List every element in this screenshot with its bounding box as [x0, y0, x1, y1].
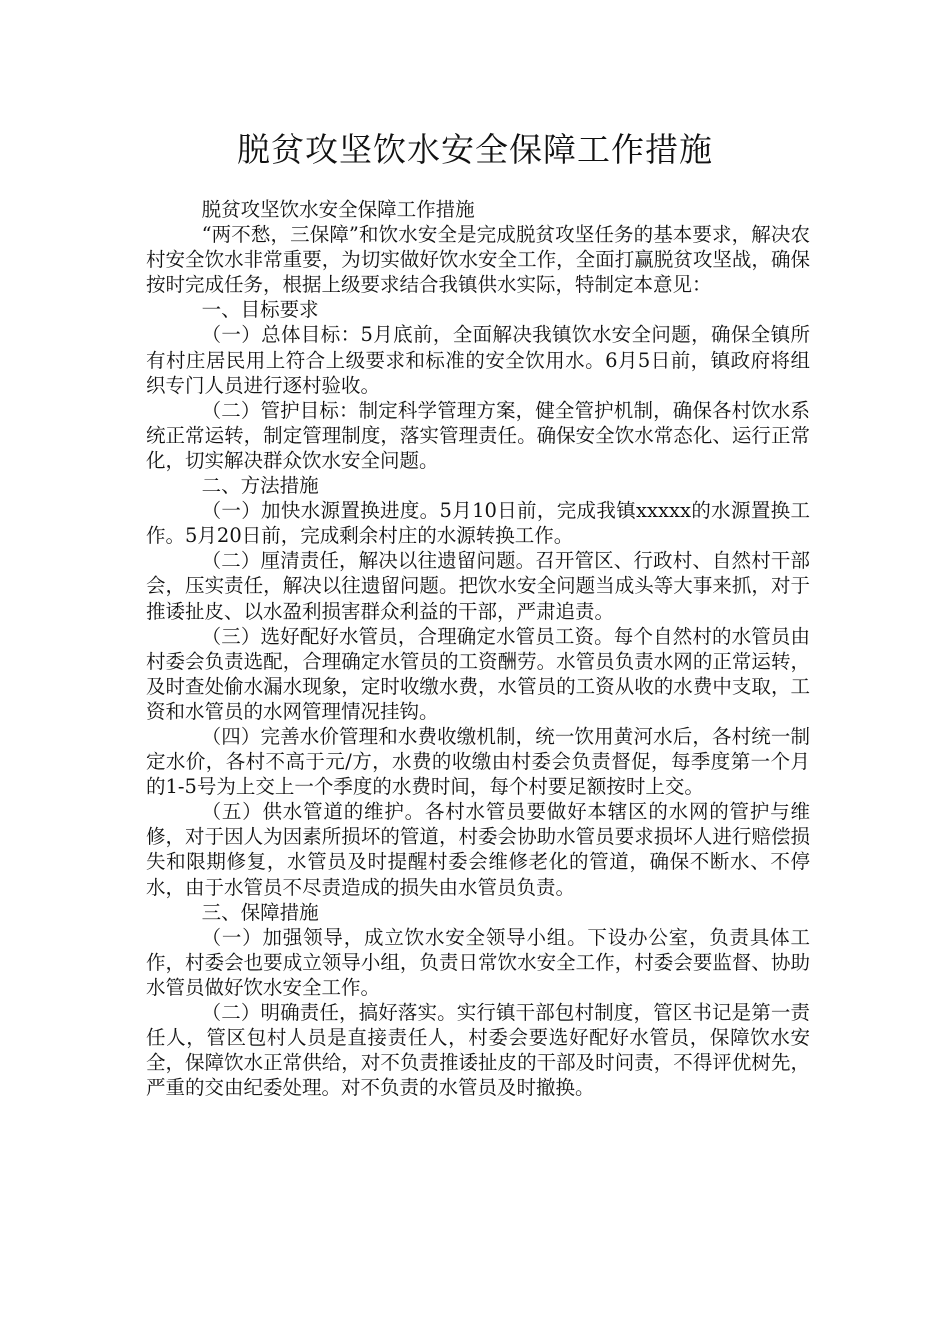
- subtitle-paragraph: 脱贫攻坚饮水安全保障工作措施: [201, 198, 475, 221]
- document-title: 脱贫攻坚饮水安全保障工作措施: [237, 130, 713, 169]
- paragraph-maintenance-goal: （二）管护目标：制定科学管理方案，健全管护机制，确保各村饮水系统正常运转，制定管理制度，落实管理责任。确保安全饮水常态化、运行正常化，切实解决群众饮水安全问题。: [146, 398, 810, 472]
- intro-paragraph: “两不愁，三保障”和饮水安全是完成脱贫攻坚任务的基本要求，解决农村安全饮水非常重要，为切实做好饮水安全工作，全面打赢脱贫攻坚战，确保按时完成任务，根据上级要求结合我镇供水实际，特制定本意见：: [146, 223, 810, 297]
- paragraph-water-price: （四）完善水价管理和水费收缴机制，统一饮用黄河水后，各村统一制定水价，各村不高于元/方，水费的收缴由村委会负责督促，每季度第一个月的1-5号为上交上一个季度的水费时间，每个村要足额按时上交。: [146, 724, 810, 799]
- paragraph-leadership: （一）加强领导，成立饮水安全领导小组。下设办公室，负责具体工作，村委会也要成立领导小组，负责日常饮水安全工作，村委会要监督、协助水管员做好饮水安全工作。: [146, 925, 810, 999]
- document-body: [146, 197, 810, 1100]
- paragraph-water-manager: （三）选好配好水管员，合理确定水管员工资。每个自然村的水管员由村委会负责选配，合理确定水管员的工资酬劳。水管员负责水网的正常运转，及时查处偷水漏水现象，定时收缴水费，水管员的工资从收的水费中支取，工资和水管员的水网管理情况挂钩。: [146, 624, 810, 723]
- paragraph-responsibility: （二）厘清责任，解决以往遗留问题。召开管区、行政村、自然村干部会，压实责任，解决以往遗留问题。把饮水安全问题当成头等大事来抓，对于推诿扯皮、以水盈利损害群众利益的干部，严肃追责。: [146, 549, 810, 623]
- paragraph-accountability: （二）明确责任，搞好落实。实行镇干部包村制度，管区书记是第一责任人，管区包村人员是直接责任人，村委会要选好配好水管员，保障饮水安全，保障饮水正常供给，对不负责推诿扯皮的干部及时问责，不得评优树先，严重的交由纪委处理。对不负责的水管员及时撤换。: [146, 1001, 810, 1100]
- paragraph-overall-goal: （一）总体目标：5月底前，全面解决我镇饮水安全问题，确保全镇所有村庄居民用上符合上级要求和标准的安全饮用水。6月5日前，镇政府将组织专门人员进行逐村验收。: [146, 323, 810, 397]
- paragraph-pipe-maintenance: （五）供水管道的维护。各村水管员要做好本辖区的水网的管护与维修，对于因人为因素所损坏的管道，村委会协助水管员要求损坏人进行赔偿损失和限期修复，水管员及时提醒村委会维修老化的管道，确保不断水、不停水，由于水管员不尽责造成的损失由水管员负责。: [146, 800, 810, 899]
- paragraph-water-source: （一）加快水源置换进度。5月10日前，完成我镇xxxxx的水源置换工作。5月20日前，完成剩余村庄的水源转换工作。: [146, 499, 810, 548]
- section-heading-safeguards: 三、保障措施: [201, 900, 319, 924]
- section-heading-goals: 一、目标要求: [201, 298, 319, 322]
- section-heading-methods: 二、方法措施: [201, 474, 319, 498]
